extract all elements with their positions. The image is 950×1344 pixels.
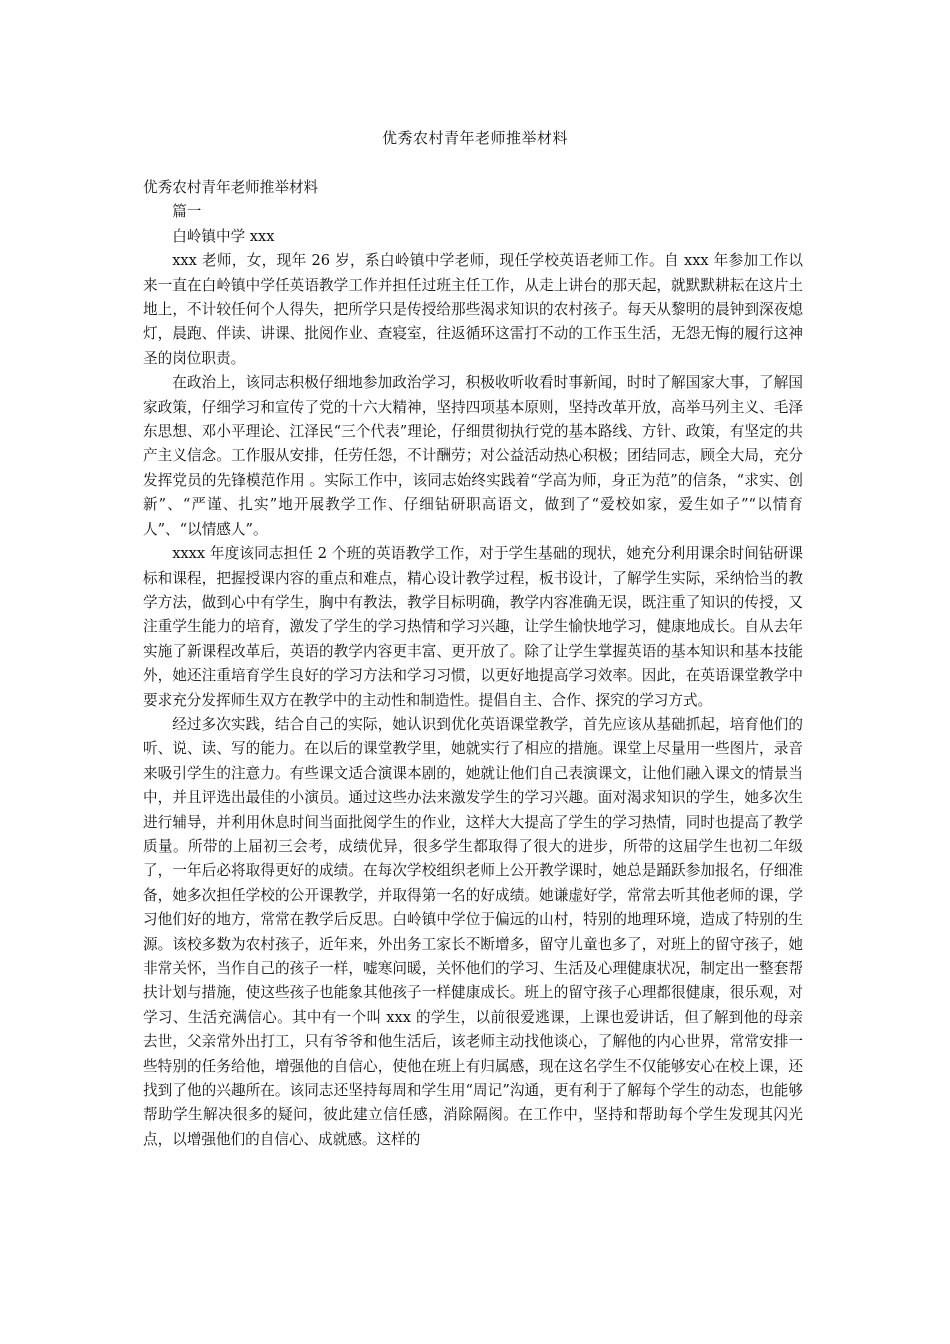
subject-line: 白岭镇中学 xxx — [172, 227, 275, 245]
paragraph-2: 在政治上，该同志积极仔细地参加政治学习，积极收听收看时事新闻，时时了解国家大事，了解国家政策，仔细学习和宣传了党的十六大精神，坚持四项基本原则，坚持改革开放，高举马列主义、毛泽东思想、邓小平理论、江泽民“三个代表”理论，仔细贯彻执行党的基本路线、方针、政策，有坚定的共产主义信念。工作服从安排，任劳任怨，不计酬劳；对公益活动热心积极；团结同志，顾全大局，充分发挥党员的先锋模范作用 。实际工作中，该同志始终实践着“学高为师，身正为范”的信条，“求实、创新”、“严谨、扎实”地开展教学工作、仔细钻研职高语文，做到了“爱校如家，爱生如子”“以情育人”、“以情感人”。 — [143, 374, 803, 538]
document-title: 优秀农村青年老师推举材料 — [381, 129, 568, 147]
section-label: 篇一 — [172, 203, 202, 221]
paragraph-4: 经过多次实践，结合自己的实际，她认识到优化英语课堂教学，首先应该从基础抓起，培育他们的听、说、读、写的能力。在以后的课堂教学里，她就实行了相应的措施。课堂上尽量用一些图片，录音来吸引学生的注意力。有些课文适合演课本剧的，她就让他们自己表演课文，让他们融入课文的情景当中，并且评选出最佳的小演员。通过这些办法来激发学生的学习兴趣。面对渴求知识的学生，她多次生进行辅导，并利用休息时间当面批阅学生的作业，这样大大提高了学生的学习热情，同时也提高了教学质量。所带的上届初三会考，成绩优异，很多学生都取得了很大的进步，所带的这届学生也初二年级了，一年后必将取得更好的成绩。在每次学校组织老师上公开教学课时，她总是踊跃参加报名，仔细准备，她多次担任学校的公开课教学，并取得第一名的好成绩。她谦虚好学，常常去听其他老师的课，学习他们好的地方，常常在教学后反思。白岭镇中学位于偏远的山村，特别的地理环境，造成了特别的生源。该校多数为农村孩子，近年来，外出务工家长不断增多，留守儿童也多了，对班上的留守孩子，她非常关怀，当作自己的孩子一样，嘘寒问暖，关怀他们的学习、生活及心理健康状况，制定出一整套帮扶计划与措施，使这些孩子也能象其他孩子一样健康成长。班上的留守孩子心理都很健康，很乐观，对学习、生活充满信心。其中有一个叫 xxx 的学生，以前很爱逃课，上课也爱讲话，但了解到他的母亲去世，父亲常外出打工，只有爷爷和他生活后，该老师主动找他谈心，了解他的内心世界，常常安排一些特别的任务给他，增强他的自信心，使他在班上有归属感，现在这名学生不仅能够安心在校上课，还找到了他的兴趣所在。该同志还坚持每周和学生用“周记”沟通，更有利于了解每个学生的动态，也能够帮助学生解决很多的疑问，彼此建立信任感，消除隔阂。在工作中，坚持和帮助每个学生发现其闪光点，以增强他们的自信心、成就感。这样的 — [143, 715, 803, 1148]
document-heading: 优秀农村青年老师推举材料 — [143, 179, 319, 196]
paragraph-1: xxx 老师，女，现年 26 岁，系白岭镇中学老师，现任学校英语老师工作。自 xxx 年参加工作以来一直在白岭镇中学任英语教学工作并担任过班主任工作，从走上讲台的那天起，就默默耕耘在这片土地上，不计较任何个人得失，把所学只是传授给那些渴求知识的农村孩子。每天从黎明的晨钟到深夜熄灯，晨跑、伴读、讲课、批阅作业、查寝室，往返循环这雷打不动的工作玉生活，无怨无悔的履行这神圣的岗位职责。 — [143, 252, 803, 367]
document-body — [143, 176, 803, 1152]
paragraph-3: xxxx 年度该同志担任 2 个班的英语教学工作，对于学生基础的现状，她充分利用课余时间钻研课标和课程，把握授课内容的重点和难点，精心设计教学过程，板书设计，了解学生实际，采纳恰当的教学方法，做到心中有学生，胸中有教法，教学目标明确，教学内容准确无误，既注重了知识的传授，又注重学生能力的培育，激发了学生的学习热情和学习兴趣，让学生愉快地学习，健康地成长。自从去年实施了新课程改革后，英语的教学内容更丰富、更开放了。除了让学生掌握英语的基本知识和基本技能外，她还注重培育学生良好的学习方法和学习习惯，以更好地提高学习效率。因此，在英语课堂教学中要求充分发挥师生双方在教学中的主动性和制造性。提倡自主、合作、探究的学习方式。 — [143, 545, 803, 709]
